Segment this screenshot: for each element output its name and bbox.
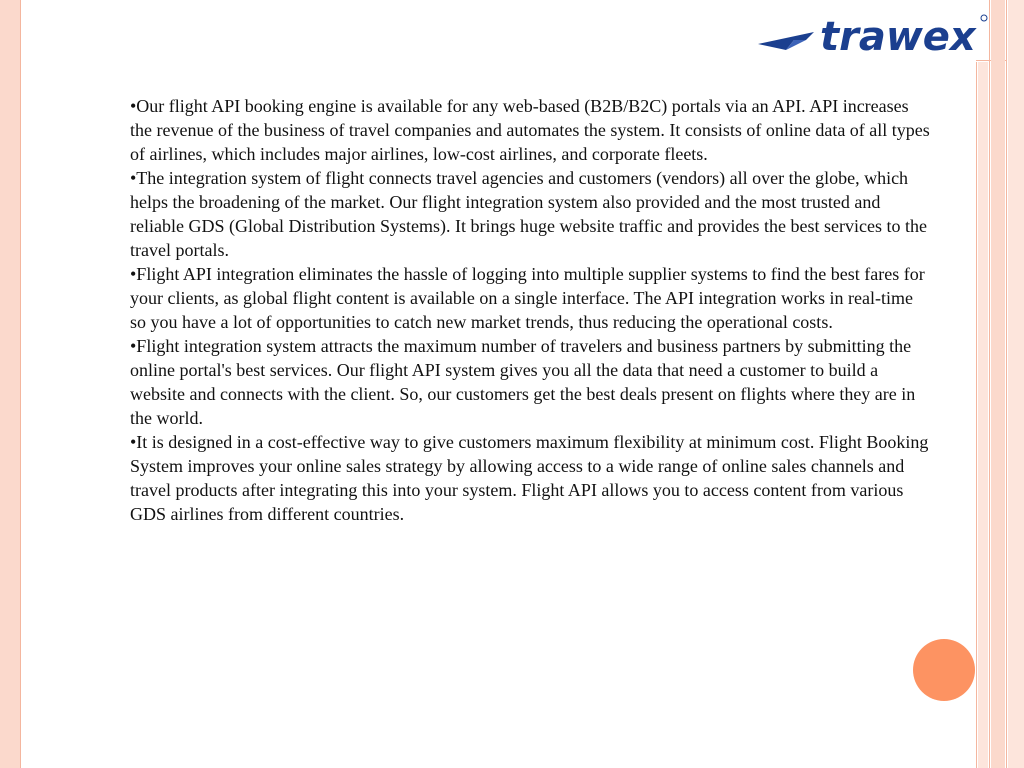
left-border-band: [0, 0, 20, 768]
bullet-paragraph: •The integration system of flight connects travel agencies and customers (vendors) all over the globe, which helps the broadening of the market. Our flight integration system also provided and the most trusted and reliable GDS (Global Distribution Systems). It brings huge website traffic and provides the best services to the travel portals.: [130, 168, 928, 260]
right-border-line: [1006, 0, 1007, 768]
trawex-logo: [756, 10, 996, 60]
right-border-band: [978, 62, 988, 768]
bullet-paragraph: •It is designed in a cost-effective way to give customers maximum flexibility at minimum cost. Flight Booking System improves your online sales strategy by allowing access to a wide range of online sales channels and travel products after integrating this into your system. Flight API allows you to access content from various GDS airlines from different countries.: [130, 432, 929, 524]
decorative-circle: [913, 639, 975, 701]
plane-wing-icon: [756, 10, 996, 60]
left-border-line: [20, 0, 21, 768]
right-border-line: [976, 62, 977, 768]
right-border-band: [1008, 0, 1024, 768]
right-border-band: [991, 0, 1005, 768]
right-border-line: [989, 0, 990, 768]
bullet-paragraph: •Our flight API booking engine is available for any web-based (B2B/B2C) portals via an API. API increases the revenue of the business of travel companies and automates the system. It consists of online data of all types of airlines, which includes major airlines, low-cost airlines, and corporate fleets.: [130, 96, 930, 164]
main-content: [130, 94, 930, 526]
logo-text: trawex: [820, 14, 976, 60]
bullet-paragraph: •Flight API integration eliminates the hassle of logging into multiple supplier systems to find the best fares for your clients, as global flight content is available on a single interface. The API integration works in real-time so you have a lot of opportunities to catch new market trends, thus reducing the operational costs.: [130, 264, 925, 332]
bullet-paragraph: •Flight integration system attracts the maximum number of travelers and business partners by submitting the online portal's best services. Our flight API system gives you all the data that need a customer to build a website and connects with the client. So, our customers get the best deals present on flights where they are in the world.: [130, 336, 916, 428]
